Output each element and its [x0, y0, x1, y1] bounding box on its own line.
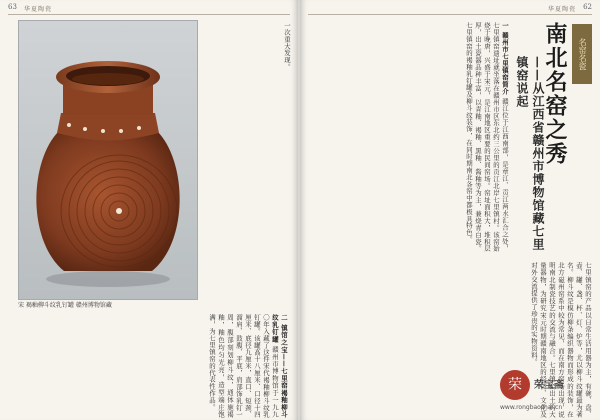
running-head-right: 华夏陶瓷	[547, 6, 576, 13]
right-bottom-paragraph: 七里镇窑的产品以日常生活用器为主，有碗、盘、壶、罐、盏、杯、灯、炉等，尤以柳斗纹罐最为著名。柳斗纹是模仿柳条编织器物而形成的装饰，在北方磁州窑系中较为常见，而在南方窑场出现，说明南北制瓷技艺的交流与融合。七里镇窑出土的大量器物，为研究宋元时期赣南地区的经济、文化及对外交流提供了珍贵的实物资料。	[530, 262, 592, 418]
left-top-paragraph: 一次重大发现。	[283, 22, 291, 71]
left-bottom-section	[16, 314, 288, 418]
rongbaozhai-logo-icon: 荣	[500, 370, 530, 400]
right-top-paragraph: 赣江位于江西南部，是章江、贡江两水汇合之处，七里镇窑遗址就坐落在赣州市区东北约三公里的贡江北岸七里镇村。该窑始烧于晚唐，兴盛于宋元，是江南地区重要的民间窑场。窑址面积大，堆积层厚，出土瓷器品种丰富，以青釉、褐釉、黑釉、酱釉等为主，兼烧青白瓷。七里镇窑的褐釉乳钉罐及柳斗纹装饰，在同时期南北各窑中都极具特色。	[465, 22, 509, 252]
header-rule-right	[308, 14, 592, 15]
header-rule-left	[8, 14, 290, 15]
watermark-name: 荣宝斋	[534, 380, 564, 391]
column-tag: 名窑名瓷	[572, 24, 592, 84]
left-bottom-paragraph: 赣州市博物馆于一九九〇年入藏了这件宋代褐釉柳斗纹乳钉罐。该罐高十八厘米、口径十四厘米、底径九厘米，直口、短颈、溜肩、鼓腹、平底，肩部饰乳钉一周，腹部刻划柳斗纹，通体施褐釉，釉色均匀光亮，造型端庄饱满，为七里镇窑的代表性作品。	[208, 314, 279, 418]
watermark-url: www.rongbaozhai.cn	[500, 404, 563, 411]
jar-photo	[18, 20, 198, 300]
site-watermark	[500, 370, 592, 414]
section-title-1: 一 赣州市七里镇窑简介	[501, 22, 509, 96]
article-title: 南北名窑之秀	[542, 22, 568, 166]
right-page	[300, 0, 600, 420]
page-number-left: 63	[8, 3, 17, 11]
page-number-right: 62	[583, 3, 592, 11]
photo-caption: 宋 褐釉柳斗纹乳钉罐 赣州博物馆藏	[18, 302, 112, 309]
article-subtitle: ——从江西省赣州市博物馆藏七里镇窑说起	[515, 56, 545, 251]
right-top-section	[309, 22, 509, 252]
article-title-block	[515, 20, 594, 255]
running-head-left: 华夏陶瓷	[24, 6, 53, 13]
section-title-2: 二 镇馆之宝——七里窑褐釉柳斗纹乳钉罐	[271, 314, 288, 418]
left-page	[0, 0, 298, 420]
brown-glazed-jar-image	[19, 21, 197, 299]
